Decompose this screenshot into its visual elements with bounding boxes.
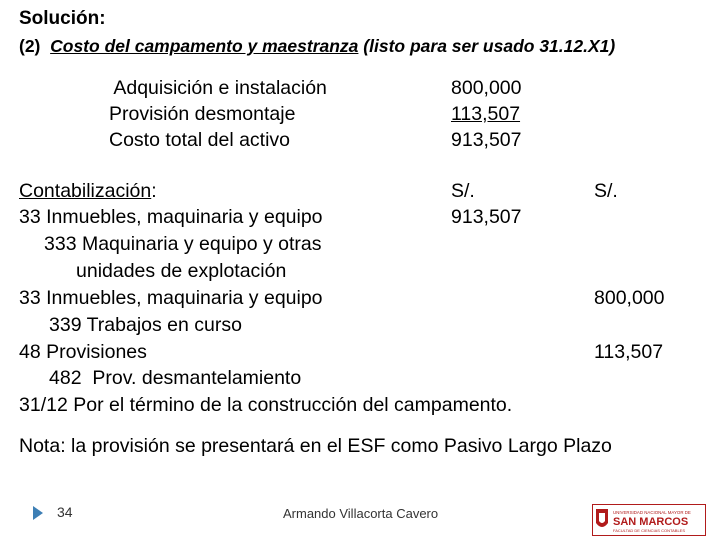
entry-line-account-33-credit: 33 Inmuebles, maquinaria y equipo [19,287,323,309]
subtitle-number: (2) [19,36,41,56]
provision-note: Nota: la provisión se presentará en el ESF como Pasivo Largo Plazo [19,435,612,457]
entry-line-account-333-cont: unidades de explotación [76,260,287,282]
crest-icon [596,509,608,527]
university-logo [592,504,706,536]
entry-heading-text: Contabilización [19,180,152,202]
entry-gloss: 31/12 Por el término de la construcción del campamento. [19,394,513,416]
entry-line-account-482: 482 Prov. desmantelamiento [49,367,302,389]
slide-title: Solución: [19,8,106,29]
cost-label-total: Costo total del activo [109,129,291,151]
entry-heading [19,178,157,204]
cost-value-provision: 113,507 [451,103,521,125]
page-number: 34 [57,504,73,520]
author-name: Armando Villacorta Cavero [283,506,439,521]
logo-text-line2: SAN MARCOS [613,516,689,528]
credit-header: S/. [594,180,618,202]
debit-header: S/. [451,180,475,202]
logo-text-line3: FACULTAD DE CIENCIAS CONTABLES [613,528,686,533]
entry-heading-suffix: : [151,180,157,202]
entry-debit-amount: 913,507 [451,206,522,228]
bullet-arrow-icon [33,506,43,520]
entry-credit-amount-48: 113,507 [594,341,664,363]
subtitle-rest: (listo para ser usado 31.12.X1) [363,36,616,56]
cost-value-total: 913,507 [451,129,522,151]
cost-label-provision: Provisión desmontaje [109,103,296,125]
logo-graphic [593,505,705,535]
cost-label-acquisition: Adquisición e instalación [109,77,327,99]
cost-value-acquisition: 800,000 [451,77,522,99]
entry-line-account-333: 333 Maquinaria y equipo y otras [44,233,322,255]
entry-credit-amount-33: 800,000 [594,287,665,309]
entry-line-account-33-debit: 33 Inmuebles, maquinaria y equipo [19,206,323,228]
entry-line-account-339: 339 Trabajos en curso [49,314,242,336]
entry-line-account-48: 48 Provisiones [19,341,147,363]
subtitle-underlined: Costo del campamento y maestranza [50,36,359,56]
logo-text-line1: UNIVERSIDAD NACIONAL MAYOR DE [613,510,691,515]
slide-subtitle [19,36,615,57]
